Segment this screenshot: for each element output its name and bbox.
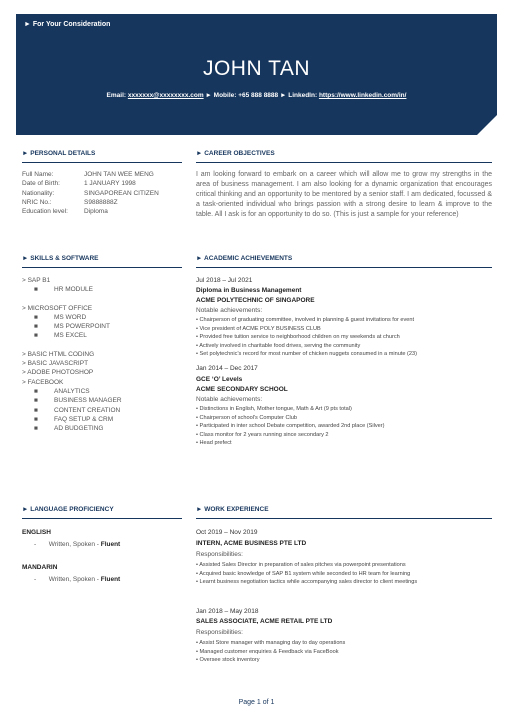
personal-row: NRIC No.: S9888888Z	[22, 198, 118, 206]
work-bullets	[196, 639, 345, 665]
email-link[interactable]: xxxxxxx@xxxxxxxx.com	[127, 92, 204, 99]
academic-period: Jul 2018 – Jul 2021	[196, 277, 253, 284]
skill-group: > BASIC HTML CODING	[22, 350, 95, 358]
personal-row: Date of Birth: 1 JANUARY 1998	[22, 180, 136, 188]
academic-notable-label: Notable achievements:	[196, 307, 263, 314]
list-item: • Acquired basic knowledge of SAP B1 system while seconded to HR team for learning	[196, 570, 411, 577]
academic-school: ACME SECONDARY SCHOOL	[196, 386, 288, 393]
personal-row: Nationality: SINGAPOREAN CITIZEN	[22, 189, 159, 197]
language-divider	[22, 518, 182, 519]
personal-divider	[22, 162, 182, 163]
work-role: INTERN, ACME BUSINESS PTE LTD	[196, 540, 307, 547]
language-name: ENGLISH	[22, 529, 51, 536]
skill-item: ■ AD BUDGETING	[34, 425, 104, 433]
work-heading: ► WORK EXPERIENCE	[196, 506, 269, 513]
skill-group: > MICROSOFT OFFICE	[22, 304, 93, 312]
work-resp-label: Responsibilities:	[196, 629, 243, 636]
work-period: Jan 2018 – May 2018	[196, 608, 259, 615]
skill-group: > ADOBE PHOTOSHOP	[22, 369, 94, 377]
language-name: MANDARIN	[22, 564, 58, 571]
page-number: Page 1 of 1	[238, 699, 275, 706]
contact-line	[16, 92, 497, 99]
skill-item: ■ HR MODULE	[34, 286, 94, 294]
skill-item: ■ CONTENT CREATION	[34, 406, 121, 414]
academic-qualification: Diploma in Business Management	[196, 287, 302, 294]
academic-heading: ► ACADEMIC ACHIEVEMENTS	[196, 255, 293, 262]
skill-item: ■ ANALYTICS	[34, 387, 90, 395]
list-item: • Set polytechnic's record for most number of chicken nuggets consumed in a minute (23)	[196, 351, 417, 358]
academic-bullets	[196, 316, 417, 359]
list-item: • Actively involved in charitable food drives, serving the community	[196, 342, 361, 349]
skill-item: ■ MS EXCEL	[34, 332, 87, 340]
list-item: • Chairperson of school's Computer Club	[196, 414, 297, 421]
candidate-name: JOHN TAN	[202, 57, 311, 80]
academic-bullets	[196, 405, 385, 448]
skill-group: > SAP B1	[22, 277, 51, 284]
skill-group: > FACEBOOK	[22, 378, 64, 386]
skill-item: ■ BUSINESS MANAGER	[34, 397, 122, 405]
personal-row: Full Name: JOHN TAN WEE MENG	[22, 171, 154, 178]
list-item: • Learnt business negotiation tactics while accompanying sales director to client meetings	[196, 579, 418, 586]
language-detail: - Written, Spoken - Fluent	[34, 576, 121, 583]
academic-divider	[196, 267, 492, 268]
skills-heading: ► SKILLS & SOFTWARE	[22, 255, 99, 262]
work-resp-label: Responsibilities:	[196, 551, 243, 558]
header-corner-cut	[477, 115, 497, 135]
list-item: • Distinctions in English, Mother tongue, Math & Art (9 pts total)	[196, 406, 352, 412]
skill-item: ■ MS POWERPOINT	[34, 323, 110, 331]
skill-group: > BASIC JAVASCRIPT	[22, 360, 89, 368]
resume-header	[16, 14, 497, 135]
linkedin-label: ► LinkedIn:	[279, 92, 318, 99]
work-period: Oct 2019 – Nov 2019	[196, 529, 258, 536]
objectives-divider	[196, 162, 492, 163]
skill-item: ■ MS WORD	[34, 313, 87, 321]
skills-divider	[22, 267, 182, 268]
academic-notable-label: Notable achievements:	[196, 396, 263, 403]
consideration-label: ► For Your Consideration	[24, 21, 111, 28]
list-item: • Managed customer enquiries & Feedback via FaceBook	[196, 648, 339, 655]
career-objectives-heading: ► CAREER OBJECTIVES	[196, 150, 275, 157]
list-item: • Class monitor for 2 years running since secondary 2	[196, 431, 329, 438]
personal-details-table	[22, 170, 159, 216]
list-item: • Vice president of ACME POLY BUSINESS CLUB	[196, 325, 321, 332]
work-divider	[196, 518, 492, 519]
email-label: Email:	[106, 92, 127, 99]
work-role: SALES ASSOCIATE, ACME RETAIL PTE LTD	[196, 618, 333, 625]
list-item: • Assist Store manager with managing day to day operations	[196, 640, 346, 646]
list-item: • Assisted Sales Director in preparation of sales pitches via powerpoint presentations	[196, 562, 406, 568]
skill-item: ■ FAQ SETUP & CRM	[34, 415, 114, 423]
mobile-text: ► Mobile: +65 888 8888	[205, 92, 279, 99]
language-heading: ► LANGUAGE PROFICIENCY	[22, 506, 114, 513]
linkedin-link[interactable]: https://www.linkedin.com/in/	[318, 92, 407, 99]
list-item: • Oversee stock inventory	[196, 657, 260, 664]
list-item: • Participated in inter school Debate competition, awarded 2nd place (Silver)	[196, 423, 385, 430]
list-item: • Provided free tuition service to neighborhood children on my weekends at church	[196, 334, 400, 341]
academic-school: ACME POLYTECHNIC OF SINGAPORE	[196, 297, 315, 304]
personal-row: Education level: Diploma	[22, 208, 108, 216]
career-objectives-text: I am looking forward to embark on a career which will allow me to grow my strengths in the area of business management. I am also looking for a dynamic organization that encourages critical thinking and an opportunity to be mentored by a senior staff. I am dedicated, focussed & a task-oriented individual who brings passion with a strong desire to learn & improve to the table. All I ask is for an opportunity to do so. (This is just a sample for your reference)	[196, 171, 492, 218]
work-bullets	[196, 561, 417, 587]
list-item: • Head prefect	[196, 440, 232, 447]
personal-details-heading: ► PERSONAL DETAILS	[22, 150, 96, 157]
list-item: • Chairperson of graduating committee, involved in planning & guest invitations for event	[196, 317, 415, 323]
language-detail: - Written, Spoken - Fluent	[34, 541, 121, 548]
skills-list	[22, 276, 122, 433]
academic-qualification: GCE ‘O’ Levels	[196, 376, 243, 383]
academic-period: Jan 2014 – Dec 2017	[196, 365, 258, 372]
